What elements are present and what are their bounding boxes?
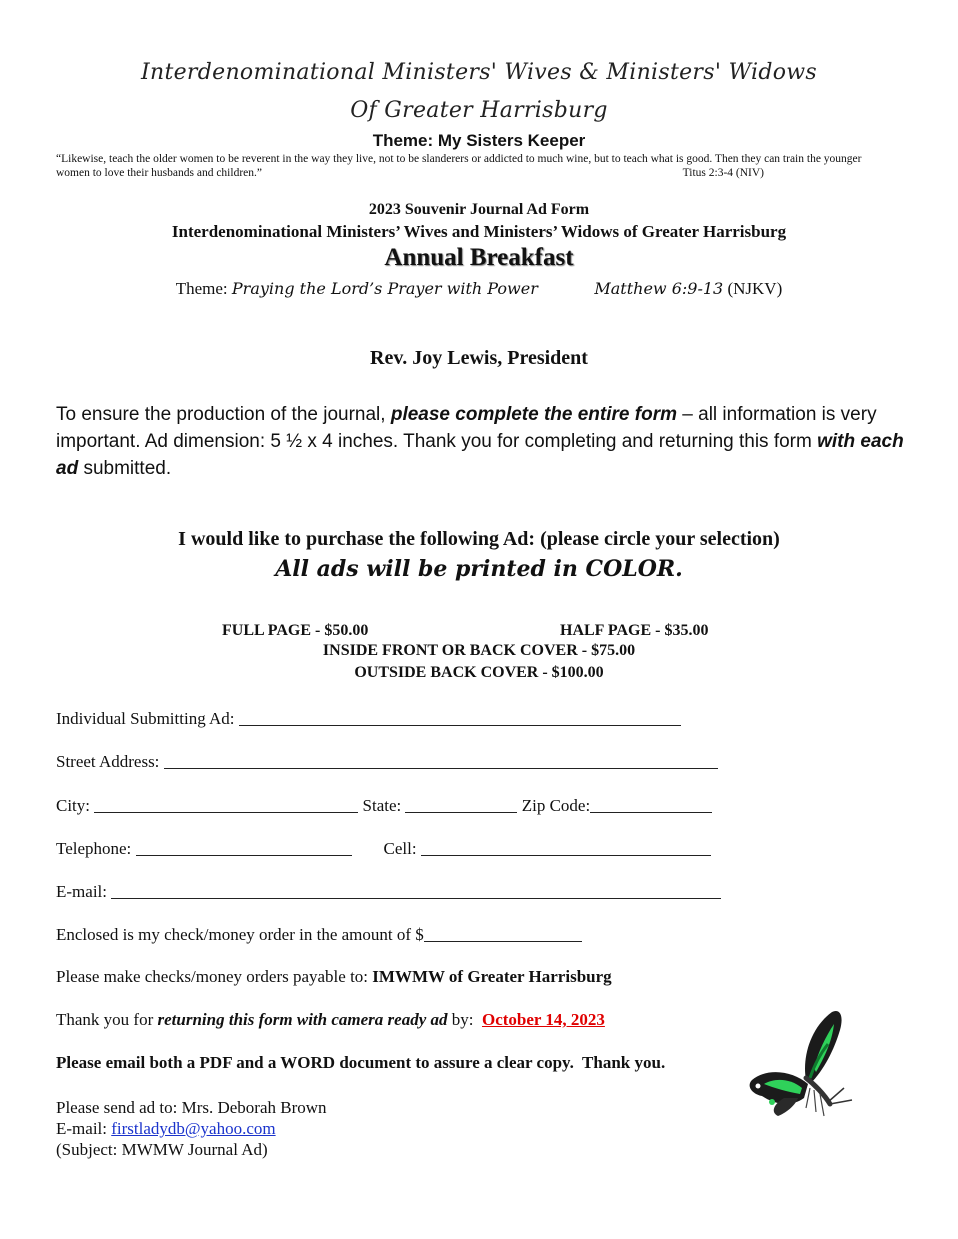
thanks-by: by: bbox=[447, 1010, 482, 1029]
payment-amount-field bbox=[56, 924, 582, 945]
city-label: City: bbox=[56, 796, 95, 815]
payable-line bbox=[56, 967, 612, 987]
intro-paragraph bbox=[56, 401, 906, 482]
payable-to: IMWMW of Greater Harrisburg bbox=[372, 967, 612, 986]
full-page-option[interactable]: FULL PAGE - $50.00 bbox=[222, 622, 369, 639]
inside-cover-option[interactable]: INSIDE FRONT OR BACK COVER - $75.00 bbox=[322, 642, 636, 659]
deadline-date: October 14, 2023 bbox=[481, 1010, 605, 1029]
event-theme bbox=[0, 279, 958, 299]
butterfly-icon bbox=[744, 1008, 860, 1120]
org-name-line1: Interdenominational Ministers' Wives & Ministers' Widows bbox=[141, 60, 817, 85]
intro-text-1: To ensure the production of the journal, bbox=[56, 404, 391, 425]
email-field bbox=[56, 881, 721, 902]
individual-blank[interactable] bbox=[239, 708, 681, 726]
contact-email-label: E-mail: bbox=[56, 1119, 112, 1138]
telephone-label: Telephone: bbox=[56, 839, 136, 858]
sisters-theme: Theme: My Sisters Keeper bbox=[372, 131, 586, 150]
org-name-line2: Of Greater Harrisburg bbox=[350, 98, 608, 123]
subject-line: (Subject: MWMW Journal Ad) bbox=[56, 1140, 268, 1159]
payable-label: Please make checks/money orders payable to: bbox=[56, 967, 373, 986]
email-note bbox=[56, 1053, 665, 1073]
deadline-line bbox=[56, 1010, 605, 1030]
contact-email-line bbox=[56, 1118, 327, 1139]
event-title: Annual Breakfast bbox=[384, 244, 574, 271]
thanks-label: Thank you for bbox=[56, 1010, 158, 1029]
event-scripture: Matthew 6:9-13 bbox=[594, 279, 724, 298]
telephone-blank[interactable] bbox=[136, 838, 352, 856]
event-theme-label: Theme: bbox=[175, 279, 228, 298]
thanks-emphasis: returning this form with camera ready ad bbox=[157, 1010, 448, 1029]
ad-price-list bbox=[0, 622, 958, 686]
contact-block bbox=[56, 1097, 327, 1160]
cell-blank[interactable] bbox=[421, 838, 711, 856]
event-scripture-version: (NJKV) bbox=[727, 279, 783, 298]
journal-title: 2023 Souvenir Journal Ad Form bbox=[368, 201, 590, 218]
intro-text-3: submitted. bbox=[78, 458, 172, 479]
state-blank[interactable] bbox=[405, 795, 517, 813]
outside-cover-option[interactable]: OUTSIDE BACK COVER - $100.00 bbox=[354, 664, 604, 681]
purchase-heading: I would like to purchase the following Ad: (please circle your selection) bbox=[178, 528, 780, 550]
event-theme-text: Praying the Lord’s Prayer with Power bbox=[231, 279, 538, 298]
email-label: E-mail: bbox=[56, 882, 112, 901]
intro-emphasis-2: with each ad bbox=[56, 431, 904, 479]
half-page-option[interactable]: HALF PAGE - $35.00 bbox=[560, 622, 709, 639]
president-line: Rev. Joy Lewis, President bbox=[370, 347, 588, 369]
state-label: State: bbox=[358, 796, 406, 815]
cell-label: Cell: bbox=[383, 839, 421, 858]
org-title: Interdenominational Ministers’ Wives and Ministers’ Widows of Greater Harrisburg bbox=[171, 222, 787, 241]
enclosed-label: Enclosed is my check/money order in the amount of $ bbox=[56, 925, 424, 944]
individual-label: Individual Submitting Ad: bbox=[56, 709, 239, 728]
individual-field bbox=[56, 708, 681, 729]
city-state-zip-field bbox=[56, 795, 712, 816]
contact-email-link[interactable]: firstladydb@yahoo.com bbox=[111, 1119, 276, 1138]
street-blank[interactable] bbox=[164, 751, 718, 769]
verse-text: “Likewise, teach the older women to be reverent in the way they live, not to be slanderers or addicted to much wine, but to teach what is good. Then they can train the younger women to love their husbands and children.” bbox=[56, 153, 862, 179]
color-note: All ads will be printed in COLOR. bbox=[275, 556, 683, 582]
street-label: Street Address: bbox=[56, 752, 164, 771]
intro-emphasis-1: please complete the entire form bbox=[390, 404, 677, 425]
intro-text-2: – all information is very important. Ad dimension: 5 ½ x 4 inches. Thank you for completing and returning this form bbox=[56, 404, 877, 452]
zip-blank[interactable] bbox=[590, 795, 712, 813]
zip-label: Zip Code: bbox=[517, 796, 591, 815]
amount-blank[interactable] bbox=[424, 924, 582, 942]
email-note-text: Please email both a PDF and a WORD document to assure a clear copy. Thank you. bbox=[56, 1053, 666, 1072]
send-to-line: Please send ad to: Mrs. Deborah Brown bbox=[56, 1098, 327, 1117]
phone-field bbox=[56, 838, 711, 859]
city-blank[interactable] bbox=[94, 795, 358, 813]
email-blank[interactable] bbox=[111, 881, 721, 899]
street-field bbox=[56, 751, 718, 772]
scripture-verse bbox=[56, 152, 896, 180]
verse-reference: Titus 2:3-4 (NIV) bbox=[682, 167, 764, 179]
